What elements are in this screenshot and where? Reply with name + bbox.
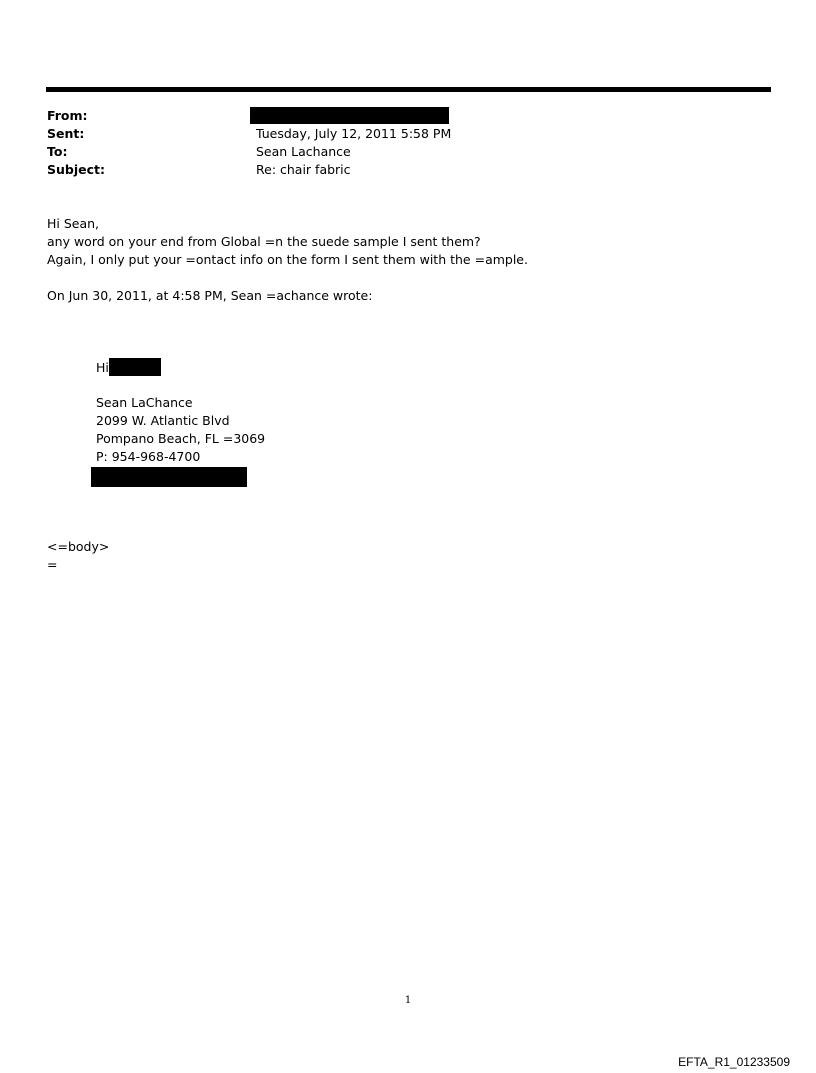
body-line-2: Again, I only put your =ontact info on the form I sent them with the =ample.: [47, 252, 528, 267]
sent-row: [47, 125, 767, 143]
sent-value: Tuesday, July 12, 2011 5:58 PM: [256, 126, 452, 141]
body-greeting: Hi Sean,: [47, 216, 100, 231]
body-tag-text: <=body>: [47, 539, 110, 554]
body-line-1: any word on your end from Global =n the suede sample I sent them?: [47, 234, 481, 249]
signature-address-2: Pompano Beach, FL =3069: [96, 431, 266, 446]
subject-value: Re: chair fabric: [256, 162, 351, 177]
signature-address-1: 2099 W. Atlantic Blvd: [96, 413, 230, 428]
signature-phone: P: 954-968-4700: [96, 449, 201, 464]
sent-label: Sent:: [47, 126, 85, 141]
subject-label: Subject:: [47, 162, 105, 177]
quote-intro: On Jun 30, 2011, at 4:58 PM, Sean =achance wrote:: [47, 288, 373, 303]
to-row: [47, 143, 767, 161]
from-redaction: [250, 107, 449, 124]
signature-name: Sean LaChance: [96, 395, 193, 410]
quoted-greeting: Hi: [96, 360, 109, 375]
trailing-equals: =: [47, 557, 58, 572]
from-label: From:: [47, 108, 88, 123]
to-label: To:: [47, 144, 68, 159]
subject-row: [47, 161, 767, 179]
signature-redaction: [91, 467, 247, 487]
page-number: 1: [404, 995, 412, 1006]
header-rule: [46, 87, 771, 92]
quoted-greeting-redaction: [109, 358, 161, 376]
to-value: Sean Lachance: [256, 144, 351, 159]
bates-number: EFTA_R1_01233509: [678, 1055, 790, 1069]
